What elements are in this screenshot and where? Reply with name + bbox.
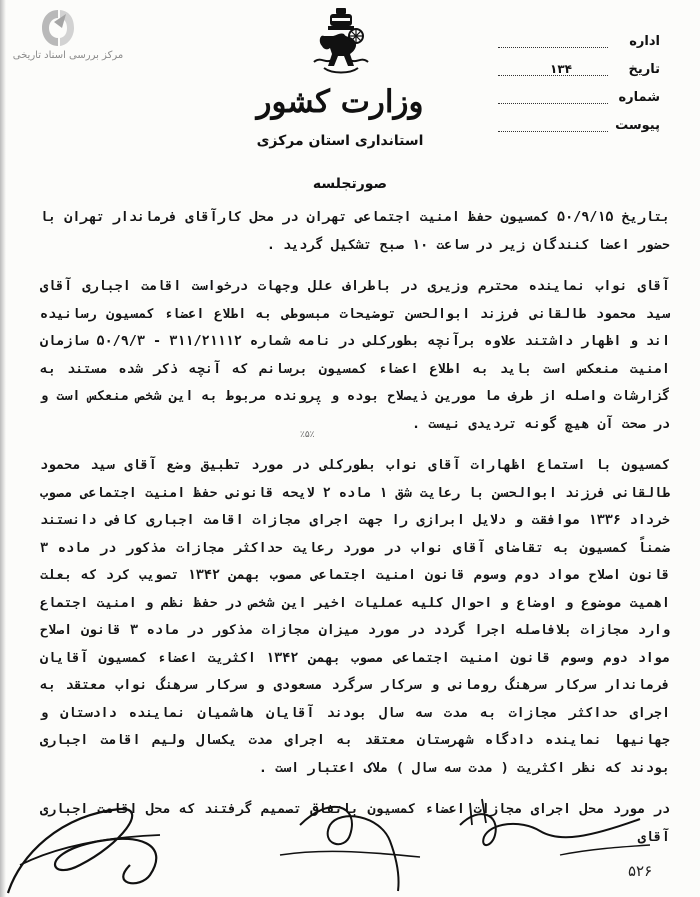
document-heading: صورتجلسه (312, 176, 388, 192)
document-body (40, 204, 670, 865)
signatures-handwritten (0, 785, 700, 897)
archive-watermark (6, 6, 124, 72)
number-label: شماره (618, 90, 660, 105)
paragraph-commission-decision: کمسیون با استماع اظهارات آقای نواب بطورکلی در مورد تطبیق وضع آقای سید محمود طالقانی فرزند ابوالحسن با رعایت شق ۱ ماده ۲ لایحه قانونی حفظ امنیت اجتماعی مصوب خرداد ۱۳۳۶ موافقت و دلایل ابرازی را جهت اجرای مجازات اقامت اجباری کافی دانستند ضمناً کمسیون به تقاضای آقای نواب در مورد رعایت حداکثر مجازات مذکور در ماده ۳ قانون اصلاح مواد دوم وسوم قانون امنیت اجتماعی مصوب بهمن ۱۳۴۲ تصویب کرد که بعلت اهمیت موضوع و اوضاع و احوال کلیه عملیات اخیر این شخص در حفظ نظم و امنیت اجتماع وارد مجازات بلافاصله اجرا گردد در مورد میزان مجازات مذکور در ماده ۳ قانون اصلاح مواد دوم وسوم قانون امنیت اجتماعی مصوب بهمن ۱۳۴۲ اکثریت اعضاء کمسیون آقایان فرماندار سرکار سرهنگ رومانی و سرکار سرگرد مسعودی و سرکار سرهنگ نواب معتقد به اجرای حداکثر مجازات به مدت سه سال بودند آقایان هاشمیان نماینده دادستان و جهانیها نماینده دادگاه شهرستان معتقد به اجرای مدت یکسال ولیم اقامت اجباری بودند که نظر اکثریت ( مدت سه سال ) ملاک اعتبار است . (40, 458, 671, 776)
attachment-field (520, 118, 660, 146)
attachment-label: پیوست (615, 118, 660, 133)
archive-caption: مرکز بررسی اسناد تاریخی (12, 50, 124, 61)
scan-edge-shadow (0, 0, 6, 897)
governorate-title: استانداری استان مرکزی (256, 133, 424, 149)
number-dotted-line (498, 103, 608, 104)
paragraph-opening: بتاریخ ۵۰/۹/۱۵ کمسیون حفظ امنیت اجتماعی تهران در محل کارآقای فرماندار تهران با حضور اعضا کنندگان زیر در ساعت ۱۰ صبح تشکیل گردید . (40, 210, 670, 253)
page-number: ۵۲۶ (628, 862, 653, 880)
paragraph-location: در مورد محل اجرای مجازات اعضاء کمسیون باتفاق تصمیم گرفتند که محل اقامت اجباری آقای (40, 802, 670, 845)
archive-emblem-icon (40, 8, 76, 48)
office-field (520, 34, 660, 62)
date-label: تاریخ (628, 62, 660, 77)
attachment-dotted-line (498, 131, 608, 132)
date-value: ۱۳۴ (550, 62, 572, 76)
ministry-title: وزارت کشور (256, 84, 424, 120)
number-field (520, 90, 660, 118)
letter-meta-fields (520, 34, 660, 146)
date-field (520, 62, 660, 90)
stray-mark: ٪۵٪ (300, 430, 315, 440)
office-dotted-line (498, 47, 608, 48)
office-label: اداره (629, 34, 660, 49)
paragraph-nawab-statement: آقای نواب نماینده محترم وزیری در باطراف علل وجهات درخواست اقامت اجباری آقای سید محمود طالقانی فرزند ابوالحسن توضیحات مبسوطی به اطلاع اعضاء کمسیون رسانیده اند و اظهار داشتند علاوه برآنچه بطورکلی در نامه شماره ۳۱۱/۲۱۱۱۲ - ۵۰/۹/۳ سازمان امنیت منعکس است باید به اطلاع اعضاء کمسیون برسانم که آنچه ذکر شده مستند به گزارشات واصله از طرف ما مورین ذیصلاح بوده و پرونده مربوط به این شخص منعکس است و در صحت آن هیچ گونه تردیدی نیست . (40, 279, 671, 432)
crown-lion-emblem-icon (310, 6, 372, 76)
